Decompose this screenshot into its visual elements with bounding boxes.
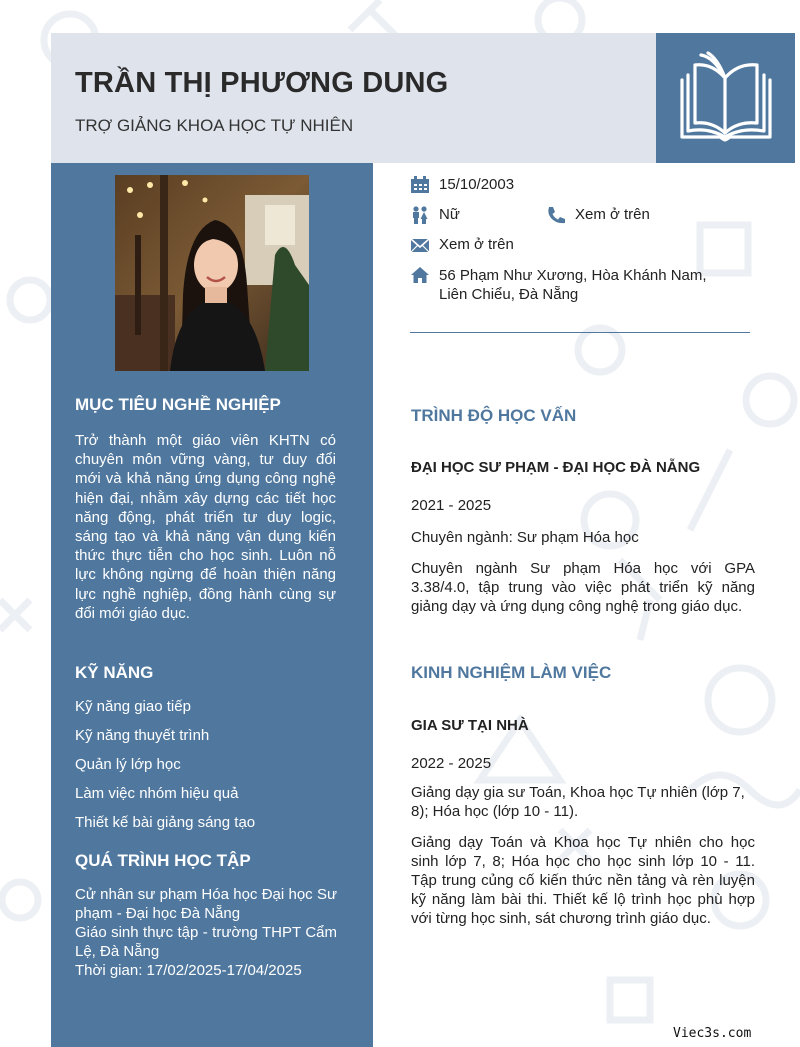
divider xyxy=(410,332,750,333)
education-description: Chuyên ngành Sư phạm Hóa học với GPA 3.38/4.0, tập trung vào việc phát triển kỹ năng giảng dạy và ứng dụng công nghệ trong giáo dục. xyxy=(411,560,755,615)
birthdate-row xyxy=(410,176,514,194)
skills-list xyxy=(75,697,255,842)
phone-row xyxy=(546,206,650,224)
address xyxy=(439,266,707,304)
skill-item: Thiết kế bài giảng sáng tạo xyxy=(75,814,256,831)
study-details xyxy=(75,885,337,980)
education-major: Chuyên ngành: Sư phạm Hóa học xyxy=(411,529,639,546)
book-icon xyxy=(656,33,795,163)
address-line: 56 Phạm Như Xương, Hòa Khánh Nam, xyxy=(439,267,707,284)
study-period: Thời gian: 17/02/2025-17/04/2025 xyxy=(75,962,302,979)
skills-title: KỸ NĂNG xyxy=(75,663,154,682)
candidate-role: TRỢ GIẢNG KHOA HỌC TỰ NHIÊN xyxy=(75,116,354,135)
education-school: ĐẠI HỌC SƯ PHẠM - ĐẠI HỌC ĐÀ NẴNG xyxy=(411,459,701,476)
email-icon xyxy=(410,236,430,254)
email-row xyxy=(410,236,514,254)
experience-summary: Giảng dạy gia sư Toán, Khoa học Tự nhiên (lớp 7, 8); Hóa học (lớp 10 - 11). xyxy=(411,784,745,820)
header xyxy=(51,33,656,163)
logo-box xyxy=(656,33,795,163)
gender-row xyxy=(410,206,460,224)
objective-title: MỤC TIÊU NGHỀ NGHIỆP xyxy=(75,395,281,414)
candidate-name: TRẦN THỊ PHƯƠNG DUNG xyxy=(75,67,449,99)
skill-item: Kỹ năng thuyết trình xyxy=(75,727,210,744)
study-title: QUÁ TRÌNH HỌC TẬP xyxy=(75,851,251,870)
gender: Nữ xyxy=(439,206,460,223)
experience-job: GIA SƯ TẠI NHÀ xyxy=(411,717,529,734)
skill-item: Kỹ năng giao tiếp xyxy=(75,698,191,715)
birthdate: 15/10/2003 xyxy=(439,176,515,193)
experience-title: KINH NGHIỆM LÀM VIỆC xyxy=(411,663,612,682)
address-line: Liên Chiểu, Đà Nẵng xyxy=(439,286,579,303)
study-internship: Giáo sinh thực tập - trường THPT Cẩm Lệ, Đà Nẵng xyxy=(75,924,337,960)
experience-description: Giảng dạy Toán và Khoa học Tự nhiên cho học sinh lớp 7, 8; Hóa học cho học sinh lớp 10 - 11. Tập trung củng cố kiến thức nền tảng và rèn luyện kỹ năng làm bài thi. Thiết kế lộ trình học phù hợp với từng học sinh, sát chương trình giáo dục. xyxy=(411,834,755,927)
study-degree: Cử nhân sư phạm Hóa học Đại học Sư phạm - Đại học Đà Nẵng xyxy=(75,886,337,922)
skill-item: Quản lý lớp học xyxy=(75,756,181,773)
phone[interactable]: Xem ở trên xyxy=(575,206,650,223)
calendar-icon xyxy=(410,176,430,194)
home-icon xyxy=(410,266,430,284)
education-title: TRÌNH ĐỘ HỌC VẤN xyxy=(411,406,577,425)
gender-icon xyxy=(410,206,430,224)
education-period: 2021 - 2025 xyxy=(411,497,492,514)
email[interactable]: Xem ở trên xyxy=(439,236,514,253)
experience-period: 2022 - 2025 xyxy=(411,755,492,772)
address-row xyxy=(410,266,707,304)
objective-text: Trở thành một giáo viên KHTN có chuyên môn vững vàng, tư duy đổi mới và khả năng ứng dụng công nghệ hiện đại, nhằm xây dựng các tiết học năng động, phát triển tư duy logic, sáng tạo và khả năng vận dụng kiến thức thực tiễn cho học sinh. Luôn nỗ lực không ngừng để hoàn thiện năng lực nghề nghiệp, đồng hành cùng sự đổi mới giáo dục. xyxy=(75,432,336,622)
sidebar xyxy=(51,163,373,1047)
skill-item: Làm việc nhóm hiệu quả xyxy=(75,785,239,802)
footer-brand: Viec3s.com xyxy=(673,1026,752,1041)
profile-photo xyxy=(115,175,309,371)
phone-icon xyxy=(546,206,566,224)
